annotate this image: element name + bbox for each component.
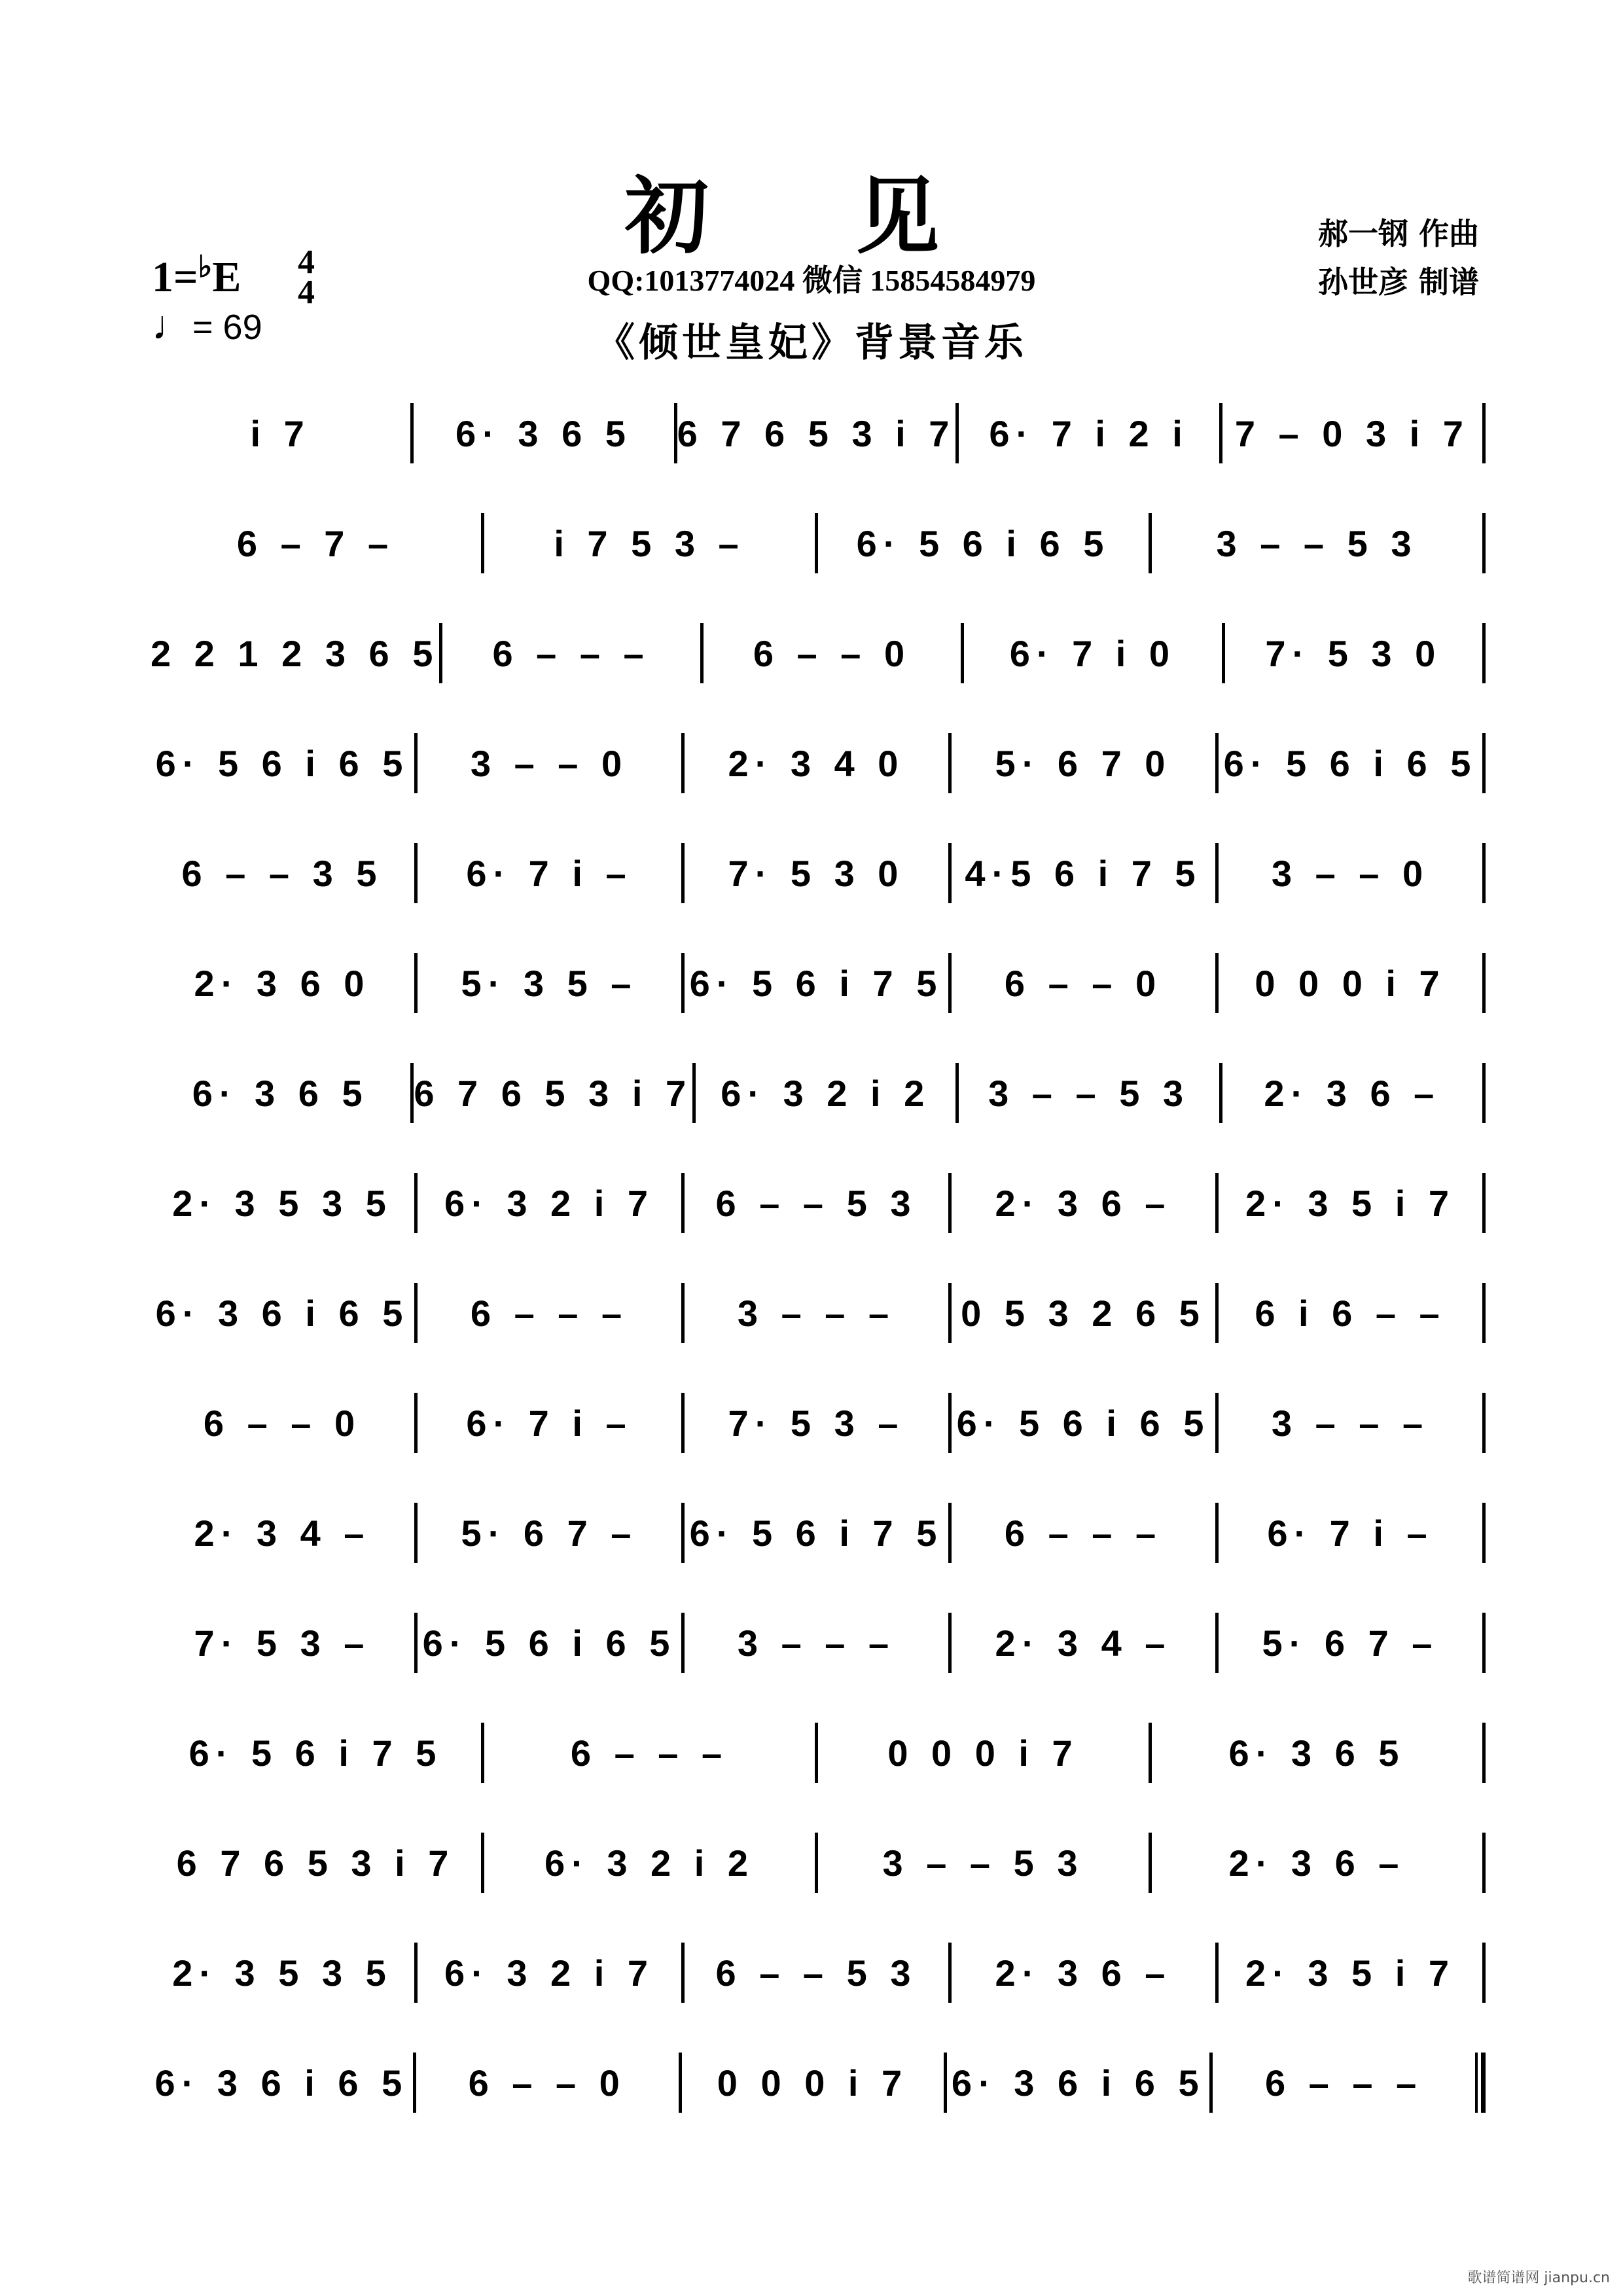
barline xyxy=(1482,1173,1486,1233)
barline xyxy=(1482,513,1486,573)
barline xyxy=(1482,953,1486,1013)
measure: 7· 5 3 0 xyxy=(728,852,905,894)
measure: 0 0 0 i 7 xyxy=(717,2062,909,2104)
measure: 6· 5 6 i 7 5 xyxy=(689,1512,944,1554)
song-title: 初 见 xyxy=(624,168,999,266)
measure: 4·5 6 i 7 5 xyxy=(965,852,1202,894)
measure: 6· 5 6 i 6 5 xyxy=(155,742,410,784)
measure: 6· 3 6 i 6 5 xyxy=(951,2062,1205,2104)
barline xyxy=(1482,1393,1486,1453)
tempo-value: = 69 xyxy=(192,308,262,347)
key-prefix: 1= xyxy=(152,253,198,301)
barline xyxy=(1482,1283,1486,1343)
measure: 6 i 6 – – xyxy=(1255,1292,1446,1334)
composer-credit: 郝一钢 作曲 xyxy=(1317,216,1479,251)
score-line xyxy=(151,708,1486,818)
meter-top: 4 xyxy=(298,243,315,281)
contact-info: QQ:1013774024 微信 15854584979 xyxy=(587,264,1036,297)
barline xyxy=(1482,1943,1486,2003)
measure: 0 5 3 2 6 5 xyxy=(961,1292,1206,1334)
barline xyxy=(1482,1723,1486,1783)
barline xyxy=(1482,733,1486,793)
measure: i 7 5 3 – xyxy=(554,522,745,564)
measure: 6 – – – xyxy=(1004,1512,1163,1554)
measure: 6· 5 6 i 7 5 xyxy=(188,1732,443,1774)
credits xyxy=(1318,209,1479,306)
measure: 6· 7 i – xyxy=(466,1402,633,1444)
measure: 6 – – 0 xyxy=(753,632,912,674)
measure: 2· 3 4 0 xyxy=(728,742,905,784)
score-body xyxy=(151,378,1486,2138)
barline xyxy=(1482,1833,1486,1893)
measure: 3 – – – xyxy=(737,1292,896,1334)
measure: 6· 3 2 i 2 xyxy=(544,1842,755,1884)
score-line xyxy=(151,1038,1486,1148)
score-line xyxy=(151,2028,1486,2138)
measure: 6· 3 2 i 7 xyxy=(444,1952,655,1994)
song-subtitle: 《倾世皇妃》背景音乐 xyxy=(596,320,1027,366)
measure: 6· 5 6 i 6 5 xyxy=(422,1622,677,1664)
measure: 2· 3 4 – xyxy=(995,1622,1172,1664)
measure: 2· 3 5 3 5 xyxy=(172,1952,393,1994)
measure: 6· 3 2 i 7 xyxy=(444,1182,655,1224)
measure: 6· 3 6 i 6 5 xyxy=(155,1292,410,1334)
measure: 6· 7 i – xyxy=(1267,1512,1434,1554)
measure: 3 – – 5 3 xyxy=(882,1842,1084,1884)
barline xyxy=(1482,1063,1486,1123)
barline xyxy=(1482,843,1486,903)
measure: 2· 3 5 i 7 xyxy=(1245,1952,1456,1994)
measure: 7 – 0 3 i 7 xyxy=(1234,412,1470,454)
measure: 6 7 6 5 3 i 7 xyxy=(176,1842,455,1884)
measure: 7· 5 3 – xyxy=(728,1402,905,1444)
flat-sign: ♭ xyxy=(198,250,213,283)
measure: 6· 7 i 2 i xyxy=(989,412,1189,454)
score-line xyxy=(151,1698,1486,1808)
measure: 3 – – 5 3 xyxy=(988,1072,1190,1114)
measure: 6· 3 6 5 xyxy=(192,1072,369,1114)
score-line xyxy=(151,1588,1486,1698)
score-line xyxy=(151,1918,1486,2028)
measure: 5· 6 7 – xyxy=(1262,1622,1439,1664)
measure: 6 – – 0 xyxy=(468,2062,626,2104)
measure: 6 – – – xyxy=(470,1292,629,1334)
measure: 0 0 0 i 7 xyxy=(1255,962,1446,1004)
measure: 0 0 0 i 7 xyxy=(887,1732,1079,1774)
score-line xyxy=(151,928,1486,1038)
measure: 6· 3 6 i 6 5 xyxy=(154,2062,409,2104)
measure: 6 – – 0 xyxy=(203,1402,362,1444)
measure: 6 – – 5 3 xyxy=(715,1182,918,1224)
score-line xyxy=(151,598,1486,708)
score-line xyxy=(151,1368,1486,1478)
measure: 6· 7 i – xyxy=(466,852,633,894)
measure: 6 – – – xyxy=(1264,2062,1423,2104)
final-barline xyxy=(1475,2053,1486,2113)
measure: 2· 3 6 – xyxy=(995,1952,1172,1994)
measure: 2· 3 6 – xyxy=(995,1182,1172,1224)
measure: 6· 7 i 0 xyxy=(1009,632,1177,674)
measure: 6· 3 6 5 xyxy=(1228,1732,1406,1774)
measure: 6· 5 6 i 6 5 xyxy=(1223,742,1478,784)
measure: 2· 3 6 – xyxy=(1228,1842,1406,1884)
key-signature xyxy=(152,249,241,302)
measure: 2· 3 4 – xyxy=(194,1512,371,1554)
score-line xyxy=(151,1478,1486,1588)
measure: 2 2 1 2 3 6 5 xyxy=(151,632,440,674)
measure: 7· 5 3 – xyxy=(194,1622,371,1664)
measure: 6 – – – xyxy=(492,632,651,674)
score-line xyxy=(151,818,1486,928)
measure: i 7 xyxy=(250,412,311,454)
measure: 3 – – 5 3 xyxy=(1216,522,1418,564)
measure: 6 – – 0 xyxy=(1004,962,1163,1004)
measure: 5· 6 7 – xyxy=(461,1512,638,1554)
measure: 5· 6 7 0 xyxy=(995,742,1172,784)
measure: 6· 3 2 i 2 xyxy=(721,1072,931,1114)
measure: 3 – – – xyxy=(1271,1402,1430,1444)
barline xyxy=(1482,403,1486,463)
measure: 5· 3 5 – xyxy=(461,962,638,1004)
measure: 6 – – – xyxy=(570,1732,729,1774)
measure: 2· 3 6 0 xyxy=(194,962,371,1004)
measure: 2· 3 5 i 7 xyxy=(1245,1182,1456,1224)
time-signature xyxy=(292,243,321,311)
measure: 6· 3 6 5 xyxy=(455,412,632,454)
measure: 6 – – 5 3 xyxy=(715,1952,918,1994)
score-line xyxy=(151,378,1486,488)
score-line xyxy=(151,1148,1486,1258)
score-line xyxy=(151,1808,1486,1918)
measure: 6 – 7 – xyxy=(236,522,395,564)
measure: 6· 5 6 i 7 5 xyxy=(689,962,944,1004)
meter-bottom: 4 xyxy=(298,274,315,311)
score-line xyxy=(151,488,1486,598)
tempo-marking xyxy=(152,302,262,349)
barline xyxy=(1482,623,1486,683)
barline xyxy=(1482,1613,1486,1673)
measure: 2· 3 5 3 5 xyxy=(172,1182,393,1224)
measure: 6 7 6 5 3 i 7 xyxy=(414,1072,693,1114)
arranger-credit: 孙世彦 制谱 xyxy=(1317,264,1479,300)
barline xyxy=(1482,1503,1486,1563)
measure: 3 – – 0 xyxy=(470,742,629,784)
measure: 6· 5 6 i 6 5 xyxy=(956,1402,1211,1444)
measure: 3 – – – xyxy=(737,1622,896,1664)
measure: 7· 5 3 0 xyxy=(1265,632,1442,674)
measure: 2· 3 6 – xyxy=(1264,1072,1441,1114)
measure: 6· 5 6 i 6 5 xyxy=(856,522,1111,564)
score-line xyxy=(151,1258,1486,1368)
measure: 3 – – 0 xyxy=(1271,852,1430,894)
quarter-note-icon: ♩ xyxy=(152,303,192,348)
key-letter: E xyxy=(212,253,241,301)
site-watermark: 歌谱简谱网 jianpu.cn xyxy=(1467,2270,1610,2286)
measure: 6 7 6 5 3 i 7 xyxy=(677,412,956,454)
measure: 6 – – 3 5 xyxy=(181,852,383,894)
